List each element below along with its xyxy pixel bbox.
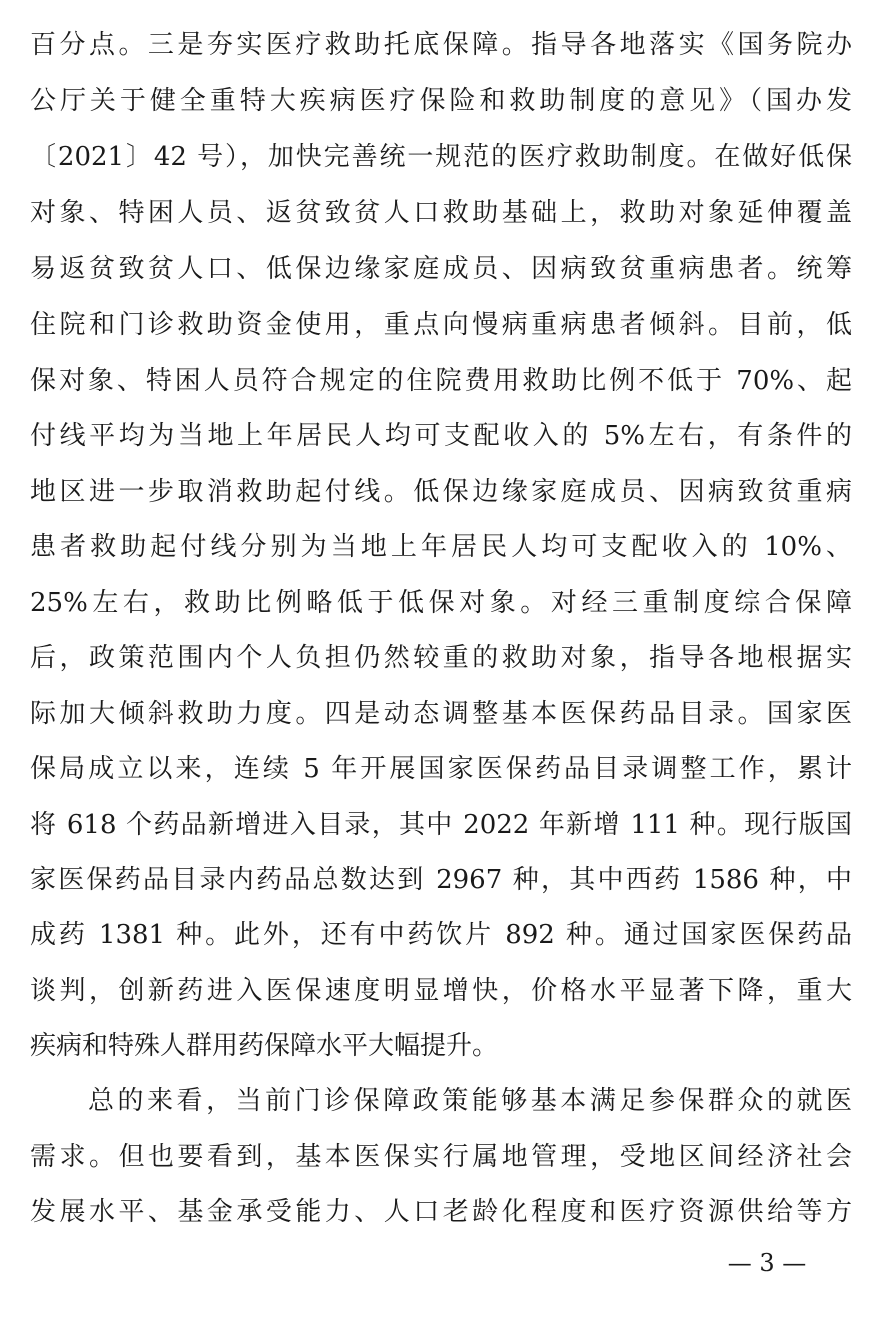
text-line: 需求。但也要看到，基本医保实行属地管理，受地区间经济社会: [30, 1142, 852, 1172]
text-line: 保对象、特困人员符合规定的住院费用救助比例不低于 70%、起: [30, 366, 852, 396]
text-line: 疾病和特殊人群用药保障水平大幅提升。: [30, 1031, 499, 1061]
text-line: 〔2021〕42 号），加快完善统一规范的医疗救助制度。在做好低保: [30, 142, 852, 172]
text-line: 25%左右，救助比例略低于低保对象。对经三重制度综合保障: [30, 588, 852, 618]
text-line: 家医保药品目录内药品总数达到 2967 种，其中西药 1586 种，中: [30, 865, 852, 895]
page-number: — 3 —: [727, 1249, 807, 1277]
text-line: 付线平均为当地上年居民人均可支配收入的 5%左右，有条件的: [30, 421, 852, 451]
text-line: 成药 1381 种。此外，还有中药饮片 892 种。通过国家医保药品: [30, 920, 852, 950]
text-line: 地区进一步取消救助起付线。低保边缘家庭成员、因病致贫重病: [30, 477, 852, 507]
text-line: 际加大倾斜救助力度。四是动态调整基本医保药品目录。国家医: [30, 699, 852, 729]
text-line: 患者救助起付线分别为当地上年居民人均可支配收入的 10%、: [30, 532, 852, 562]
text-line: 将 618 个药品新增进入目录，其中 2022 年新增 111 种。现行版国: [30, 810, 852, 840]
text-line: 发展水平、基金承受能力、人口老龄化程度和医疗资源供给等方: [30, 1197, 852, 1227]
text-line: 谈判，创新药进入医保速度明显增快，价格水平显著下降，重大: [30, 976, 852, 1006]
text-line: 公厅关于健全重特大疾病医疗保险和救助制度的意见》（国办发: [30, 86, 852, 116]
text-line: 住院和门诊救助资金使用，重点向慢病重病患者倾斜。目前，低: [30, 310, 852, 340]
text-line: 百分点。三是夯实医疗救助托底保障。指导各地落实《国务院办: [30, 30, 852, 60]
text-line: 易返贫致贫人口、低保边缘家庭成员、因病致贫重病患者。统筹: [30, 254, 852, 284]
text-line: 对象、特困人员、返贫致贫人口救助基础上，救助对象延伸覆盖: [30, 198, 852, 228]
text-line: 后，政策范围内个人负担仍然较重的救助对象，指导各地根据实: [30, 643, 852, 673]
text-line: 总的来看，当前门诊保障政策能够基本满足参保群众的就医: [88, 1086, 852, 1116]
text-line: 保局成立以来，连续 5 年开展国家医保药品目录调整工作，累计: [30, 754, 852, 784]
